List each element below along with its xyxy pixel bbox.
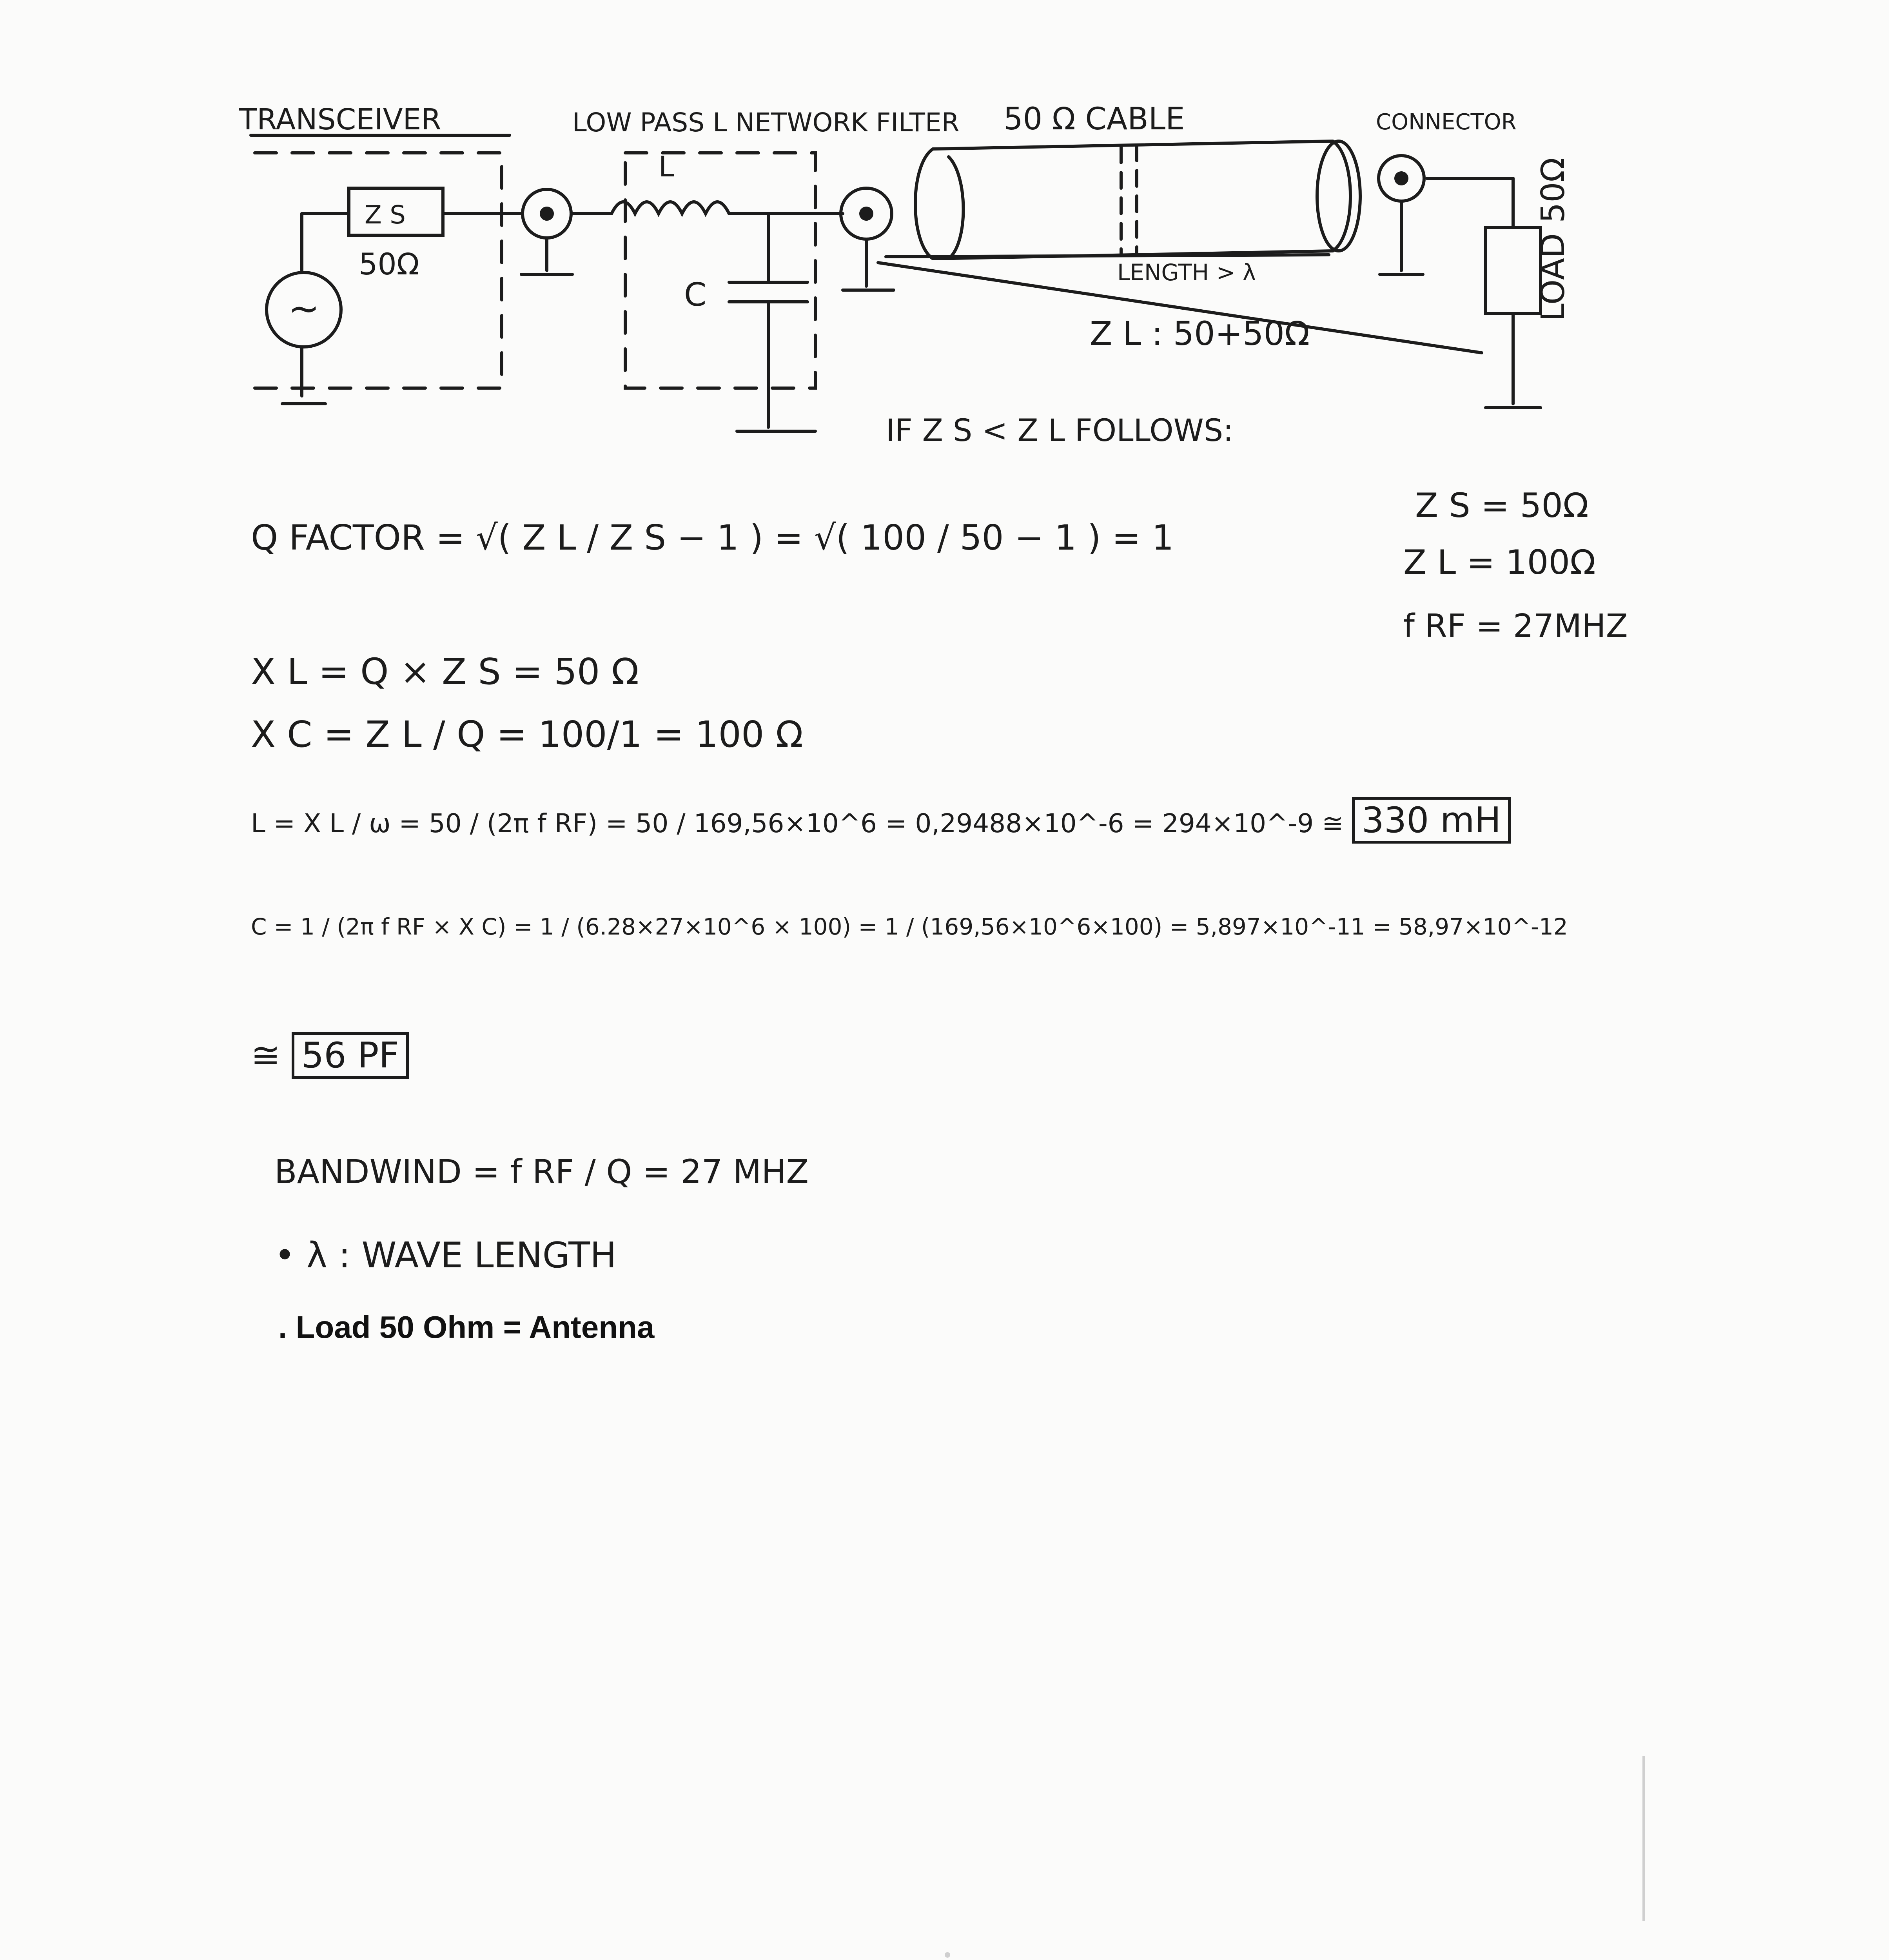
capacitor-label: C (684, 276, 707, 314)
connector-label: CONNECTOR (1376, 109, 1517, 135)
q-factor-equation: Q FACTOR = √( Z L / Z S − 1 ) = √( 100 / 50 − 1 ) = 1 (251, 517, 1174, 558)
zs-box-label: Z S (365, 201, 406, 230)
inductor-icon (612, 202, 815, 214)
source-symbol: ~ (288, 287, 320, 330)
inductance-formula: L = X L / ω = 50 / (2π f RF) = 50 / 169,56×10^6 = 0,29488×10^-6 = 294×10^-9 ≅ (251, 808, 1344, 838)
length-label: LENGTH > λ (1117, 259, 1256, 286)
capacitance-equation: C = 1 / (2π f RF × X C) = 1 / (6.28×27×10^6 × 100) = 1 / (169,56×10^6×100) = 5,897×10^-11 = 58,97×10^-12 (251, 913, 1568, 940)
transceiver-label: TRANSCEIVER (239, 103, 441, 136)
condition-label: IF Z S < Z L FOLLOWS: (886, 413, 1234, 448)
coax-cable-icon (915, 141, 1350, 259)
circuit-diagram (0, 0, 1889, 490)
inductance-result: 330 mH (1352, 797, 1511, 844)
xc-equation: X C = Z L / Q = 100/1 = 100 Ω (251, 713, 803, 755)
load-antenna-note: . Load 50 Ohm = Antenna (278, 1310, 655, 1345)
approx-symbol: ≅ (251, 1035, 281, 1076)
load-label: LOAD 50Ω (1535, 157, 1572, 321)
inductor-label: L (659, 150, 675, 183)
scan-mark (1642, 1756, 1645, 1921)
zs-value-label: 50Ω (359, 247, 419, 281)
capacitance-result: 56 PF (292, 1032, 409, 1079)
zl-label: Z L : 50+50Ω (1090, 314, 1310, 353)
given-zs: Z S = 50Ω (1415, 486, 1589, 525)
lambda-note: • λ : WAVE LENGTH (274, 1235, 617, 1276)
bandwidth-equation: BANDWIND = f RF / Q = 27 MHZ (274, 1152, 809, 1191)
cable-label: 50 Ω CABLE (1003, 102, 1185, 137)
load-antenna-icon (1486, 227, 1541, 314)
xl-equation: X L = Q × Z S = 50 Ω (251, 651, 639, 693)
given-frf: f RF = 27MHZ (1403, 608, 1628, 645)
filter-label: LOW PASS L NETWORK FILTER (572, 107, 960, 138)
capacitance-result-line (251, 1035, 409, 1076)
inductance-equation (251, 800, 1511, 841)
given-zl: Z L = 100Ω (1403, 543, 1596, 582)
scan-mark (945, 1952, 950, 1958)
filter-box (625, 153, 815, 388)
